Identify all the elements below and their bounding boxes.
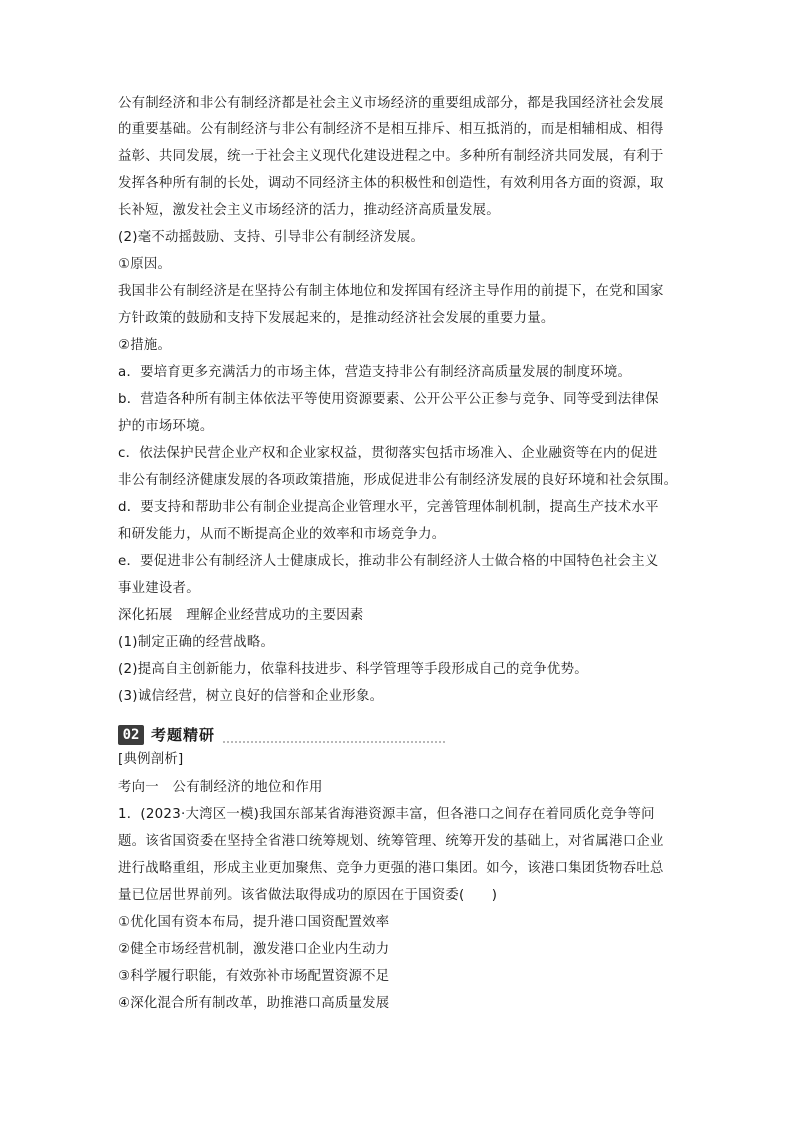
factor-2: (2)提高自主创新能力，依靠科技进步、科学管理等手段形成自己的竞争优势。 [118,662,588,677]
subheading-measures: ②措施。 [118,338,172,353]
text-line: 方针政策的鼓励和支持下发展起来的，是推动经济社会发展的重要力量。 [118,311,555,326]
question-text: 1．(2023·大湾区一模)我国东部某省海港资源丰富，但各港口之间存在着同质化竞争等问 [118,807,655,822]
question-text: 进行战略重组，形成主业更加聚焦、竞争力更强的港口集团。如今，该港口集团货物吞吐总 [118,861,664,876]
text-line: 长补短，激发社会主义市场经济的活力，推动经济高质量发展。 [118,203,500,218]
dotted-rule [223,741,445,743]
subheading-reason: ①原因。 [118,257,172,272]
option-1: ①优化国有资本布局，提升港口国资配置效率 [118,915,390,930]
section-banner [118,725,448,747]
text-line: 和研发能力，从而不断提高企业的效率和市场竞争力。 [118,527,446,542]
text-line: 事业建设者。 [118,581,200,596]
topic-heading: 考向一 公有制经济的地位和作用 [118,780,323,795]
measure-b: b．营造各种所有制主体依法平等使用资源要素、公开公平公正参与竞争、同等受到法律保 [118,392,659,407]
section-banner-title: 考题精研 [151,726,216,744]
extension-heading: 深化拓展 理解企业经营成功的主要因素 [118,608,364,623]
option-4: ④深化混合所有制改革，助推港口高质量发展 [118,996,390,1011]
factor-1: (1)制定正确的经营战略。 [118,635,275,650]
question-text: 题。该省国资委在坚持全省港口统筹规划、统筹管理、统筹开发的基础上，对省属港口企业 [118,834,664,849]
text-line: 的重要基础。公有制经济与非公有制经济不是相互排斥、相互抵消的，而是相辅相成、相得 [118,122,664,137]
example-analysis-label: [典例剖析] [118,752,184,767]
text-line: 非公有制经济健康发展的各项政策措施，形成促进非公有制经济发展的良好环境和社会氛围。 [118,473,678,488]
text-line: 发挥各种所有制的长处，调动不同经济主体的积极性和创造性，有效利用各方面的资源，取 [118,176,664,191]
factor-3: (3)诚信经营，树立良好的信誉和企业形象。 [118,689,384,704]
section-number-badge: 02 [118,725,144,745]
text-line: 益彰、共同发展，统一于社会主义现代化建设进程之中。多种所有制经济共同发展，有利于 [118,149,664,164]
section-heading: (2)毫不动摇鼓励、支持、引导非公有制经济发展。 [118,230,425,245]
measure-c: c．依法保护民营企业产权和企业家权益，贯彻落实包括市场准入、企业融资等在内的促进 [118,446,658,461]
measure-d: d．要支持和帮助非公有制企业提高企业管理水平，完善管理体制机制，提高生产技术水平 [118,500,659,515]
text-line: 公有制经济和非公有制经济都是社会主义市场经济的重要组成部分，都是我国经济社会发展 [118,96,664,111]
measure-a: a．要培育更多充满活力的市场主体，营造支持非公有制经济高质量发展的制度环境。 [118,365,632,380]
option-2: ②健全市场经营机制，激发港口企业内生动力 [118,942,390,957]
text-line: 我国非公有制经济是在坚持公有制主体地位和发挥国有经济主导作用的前提下，在党和国家 [118,284,664,299]
text-line: 护的市场环境。 [118,419,214,434]
measure-e: e．要促进非公有制经济人士健康成长，推动非公有制经济人士做合格的中国特色社会主义 [118,554,659,569]
question-text: 量已位居世界前列。该省做法取得成功的原因在于国资委( ) [118,888,498,903]
option-3: ③科学履行职能，有效弥补市场配置资源不足 [118,969,390,984]
